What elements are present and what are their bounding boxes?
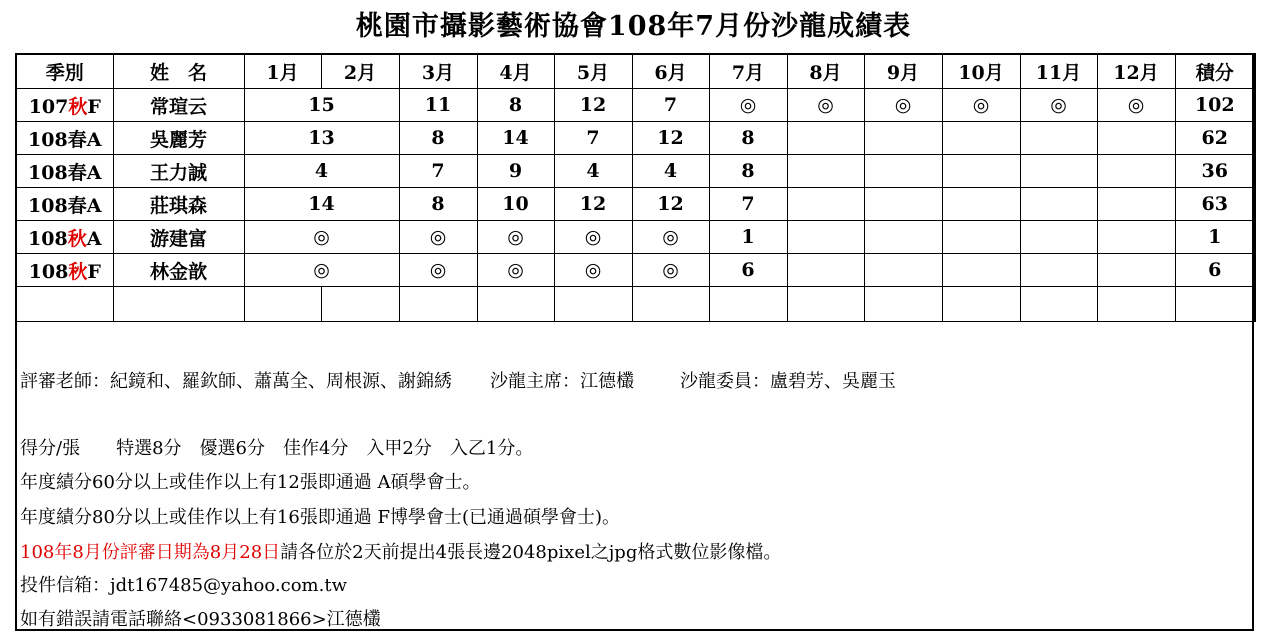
score-cell-oct: ◎ [942,89,1020,122]
score-cell-dec [1097,188,1175,221]
header-jul: 7月 [709,54,787,89]
points-text: 得分/張 特選8分 優選6分 佳作4分 入甲2分 入乙1分。 [20,438,534,459]
score-cell-jul: 6 [709,254,787,287]
blank-cell [244,287,321,322]
table-row [16,155,1255,188]
blank-cell [787,287,864,322]
contact-text: 如有錯誤請電話聯絡<0933081866>江德欉 [20,609,381,630]
member-name-cell: 莊琪森 [113,188,244,221]
season-cell: 108春A [16,188,113,221]
blank-cell [632,287,709,322]
score-cell-oct [942,122,1020,155]
rule-f-text: 年度績分80分以上或佳作以上有16張即通過 F博學會士(已通過碩學會士)。 [20,507,621,528]
deadline-date-text: 108年8月份評審日期為8月28日 [20,542,281,563]
score-cell-sep [864,188,942,221]
judges-text: 評審老師：紀鏡和、羅欽師、蕭萬全、周根源、謝錦綉 [20,371,452,392]
score-cell-jul: 8 [709,155,787,188]
blank-cell [16,287,113,322]
season-cell: 108秋A [16,221,113,254]
score-cell-jun: 12 [632,188,709,221]
score-cell-dec: ◎ [1097,89,1175,122]
score-cell-jan-feb: 13 [244,122,399,155]
score-cell-apr: 9 [477,155,554,188]
season-cell: 108秋F [16,254,113,287]
score-cell-may: 12 [554,188,632,221]
header-may: 5月 [554,54,632,89]
table-row [16,221,1255,254]
total-cell: 62 [1175,122,1255,155]
score-cell-nov [1020,254,1097,287]
score-cell-oct [942,254,1020,287]
score-cell-jul: ◎ [709,89,787,122]
score-cell-mar: 7 [399,155,477,188]
score-cell-apr: 14 [477,122,554,155]
season-cell: 108春A [16,122,113,155]
score-cell-jul: 8 [709,122,787,155]
email-text: 投件信箱：jdt167485@yahoo.com.tw [20,575,347,596]
score-cell-aug [787,188,864,221]
score-cell-aug [787,155,864,188]
header-jan: 1月 [244,54,321,89]
member-name-cell: 游建富 [113,221,244,254]
total-cell: 102 [1175,89,1255,122]
score-cell-apr: 8 [477,89,554,122]
score-cell-dec [1097,122,1175,155]
header-mar: 3月 [399,54,477,89]
blank-cell [321,287,399,322]
total-cell: 36 [1175,155,1255,188]
score-cell-dec [1097,155,1175,188]
total-cell: 1 [1175,221,1255,254]
header-dec: 12月 [1097,54,1175,89]
score-cell-may: 7 [554,122,632,155]
member-name-cell: 王力誠 [113,155,244,188]
score-cell-jun: 12 [632,122,709,155]
deadline-instructions-text: 請各位於2天前提出4張長邊2048pixel之jpg格式數位影像檔。 [280,542,782,563]
blank-cell [1097,287,1175,322]
header-name: 姓 名 [113,54,244,89]
header-aug: 8月 [787,54,864,89]
table-row [16,122,1255,155]
score-cell-apr: 10 [477,188,554,221]
table-row [16,89,1255,122]
score-cell-may: ◎ [554,254,632,287]
blank-cell [1175,287,1255,322]
score-cell-jan-feb: ◎ [244,221,399,254]
season-cell: 108春A [16,155,113,188]
score-cell-sep: ◎ [864,89,942,122]
score-cell-dec [1097,254,1175,287]
score-cell-nov: ◎ [1020,89,1097,122]
blank-cell [554,287,632,322]
header-season: 季別 [16,54,113,89]
blank-row [16,287,1255,322]
staff-line [20,367,896,393]
score-cell-jan-feb: 4 [244,155,399,188]
scores-table [15,53,1256,322]
chair-text: 沙龍主席：江德欉 [490,371,634,392]
score-cell-dec [1097,221,1175,254]
score-cell-apr: ◎ [477,221,554,254]
season-cell: 107秋F [16,89,113,122]
header-row [16,54,1255,89]
header-sep: 9月 [864,54,942,89]
score-cell-mar: ◎ [399,254,477,287]
score-cell-apr: ◎ [477,254,554,287]
score-cell-jan-feb: 14 [244,188,399,221]
blank-cell [1020,287,1097,322]
score-cell-jun: 4 [632,155,709,188]
score-cell-jul: 7 [709,188,787,221]
blank-cell [864,287,942,322]
score-cell-nov [1020,155,1097,188]
header-total: 積分 [1175,54,1255,89]
score-cell-nov [1020,188,1097,221]
score-cell-aug: ◎ [787,89,864,122]
score-cell-sep [864,155,942,188]
total-cell: 63 [1175,188,1255,221]
score-cell-jun: ◎ [632,221,709,254]
score-cell-nov [1020,122,1097,155]
score-cell-mar: 8 [399,188,477,221]
score-cell-may: ◎ [554,221,632,254]
score-cell-sep [864,254,942,287]
member-name-cell: 吳麗芳 [113,122,244,155]
header-apr: 4月 [477,54,554,89]
header-feb: 2月 [321,54,399,89]
score-cell-oct [942,155,1020,188]
member-name-cell: 林金歆 [113,254,244,287]
committee-text: 沙龍委員：盧碧芳、吳麗玉 [680,371,896,392]
score-cell-oct [942,221,1020,254]
deadline-line [20,538,781,564]
blank-cell [942,287,1020,322]
table-row [16,188,1255,221]
score-cell-aug [787,221,864,254]
rule-a-text: 年度績分60分以上或佳作以上有12張即通過 A碩學會士。 [20,472,481,493]
blank-cell [709,287,787,322]
score-cell-may: 4 [554,155,632,188]
score-cell-oct [942,188,1020,221]
blank-cell [113,287,244,322]
score-cell-mar: 11 [399,89,477,122]
score-cell-sep [864,221,942,254]
score-cell-jan-feb: ◎ [244,254,399,287]
score-cell-nov [1020,221,1097,254]
score-cell-jun: 7 [632,89,709,122]
header-nov: 11月 [1020,54,1097,89]
score-cell-mar: 8 [399,122,477,155]
score-cell-jan-feb: 15 [244,89,399,122]
score-cell-aug [787,254,864,287]
score-cell-aug [787,122,864,155]
header-oct: 10月 [942,54,1020,89]
table-row [16,254,1255,287]
total-cell: 6 [1175,254,1255,287]
score-cell-sep [864,122,942,155]
page-title: 桃園市攝影藝術協會108年7月份沙龍成績表 [355,11,912,42]
blank-cell [477,287,554,322]
member-name-cell: 常瑄云 [113,89,244,122]
header-jun: 6月 [632,54,709,89]
score-cell-may: 12 [554,89,632,122]
score-cell-jul: 1 [709,221,787,254]
score-cell-mar: ◎ [399,221,477,254]
blank-cell [399,287,477,322]
score-cell-jun: ◎ [632,254,709,287]
